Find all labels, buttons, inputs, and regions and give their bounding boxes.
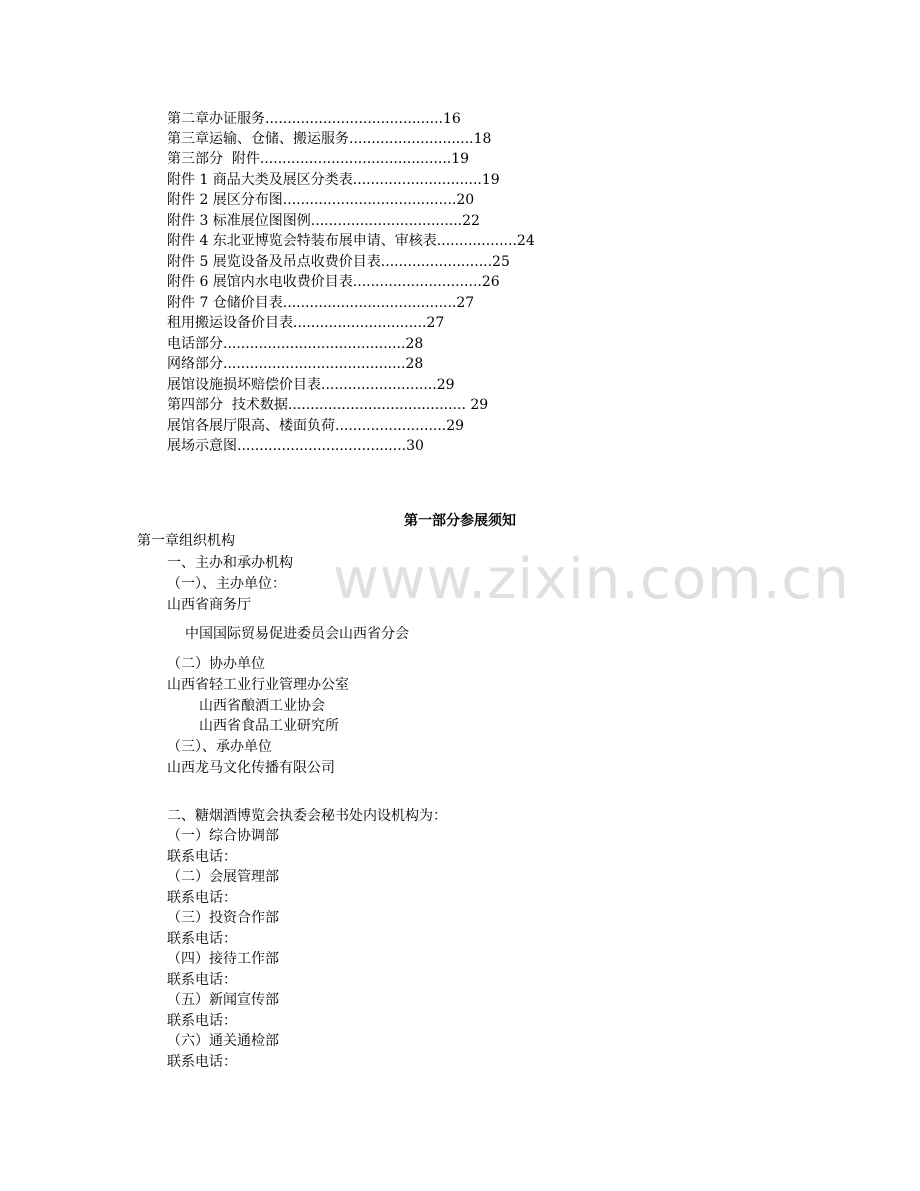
body-line: （二）会展管理部: [167, 869, 279, 885]
body-line: （四）接待工作部: [167, 951, 279, 967]
toc-entry: 附件 4 东北亚博览会特装布展申请、审核表..................24: [167, 233, 535, 249]
body-line: 联系电话：: [167, 1054, 237, 1070]
body-line: （三）投资合作部: [167, 910, 279, 926]
toc-entry: 展馆设施损坏赔偿价目表..........................29: [167, 377, 455, 393]
body-line: 一、主办和承办机构: [167, 555, 293, 571]
body-line: 山西省酿酒工业协会: [199, 698, 325, 714]
body-line: 联系电话：: [167, 890, 237, 906]
toc-entry: 电话部分.........................................28: [167, 336, 424, 352]
body-line: （一）、主办单位：: [167, 576, 286, 592]
toc-entry: 租用搬运设备价目表..............................27: [167, 315, 445, 331]
toc-entry: 网络部分.........................................28: [167, 356, 424, 372]
toc-entry: 第三部分 附件...........................................19: [167, 151, 470, 167]
toc-entry: 附件 5 展览设备及吊点收费价目表.........................25: [167, 254, 510, 270]
body-line: 联系电话：: [167, 972, 237, 988]
body-line: 山西省商务厅: [167, 597, 251, 613]
chapter-heading: 第一章组织机构: [137, 533, 235, 549]
body-line: （二）协办单位: [167, 656, 265, 672]
toc-entry: 附件 1 商品大类及展区分类表.............................19: [167, 172, 500, 188]
watermark-text: www.zixin.com.cn: [333, 547, 850, 612]
body-line: （五）新闻宣传部: [167, 992, 279, 1008]
toc-entry: 第三章运输、仓储、搬运服务............................18: [167, 131, 492, 147]
body-line: 山西省轻工业行业管理办公室: [167, 677, 349, 693]
body-line: （六）通关通检部: [167, 1033, 279, 1049]
toc-entry: 附件 3 标准展位图图例..................................22: [167, 213, 480, 229]
toc-entry: 第四部分 技术数据........................................ 29: [167, 397, 489, 413]
body-line: 二、糖烟酒博览会执委会秘书处内设机构为：: [167, 808, 447, 824]
toc-entry: 展馆各展厅限高、楼面负荷.........................29: [167, 418, 465, 434]
toc-entry: 展场示意图......................................30: [167, 438, 424, 454]
section-title: 第一部分参展须知: [404, 513, 516, 529]
body-line: 联系电话：: [167, 849, 237, 865]
body-line: 联系电话：: [167, 1013, 237, 1029]
body-line: （三）、承办单位: [167, 739, 272, 755]
toc-entry: 附件 7 仓储价目表.......................................27: [167, 295, 475, 311]
toc-entry: 附件 6 展馆内水电收费价目表.............................26: [167, 274, 500, 290]
body-line: 山西省食品工业研究所: [199, 718, 339, 734]
body-line: 中国国际贸易促进委员会山西省分会: [185, 626, 409, 642]
body-line: （一）综合协调部: [167, 828, 279, 844]
body-line: 山西龙马文化传播有限公司: [167, 760, 335, 776]
toc-entry: 第二章办证服务........................................16: [167, 111, 461, 127]
body-line: 联系电话：: [167, 931, 237, 947]
toc-entry: 附件 2 展区分布图.......................................20: [167, 192, 475, 208]
